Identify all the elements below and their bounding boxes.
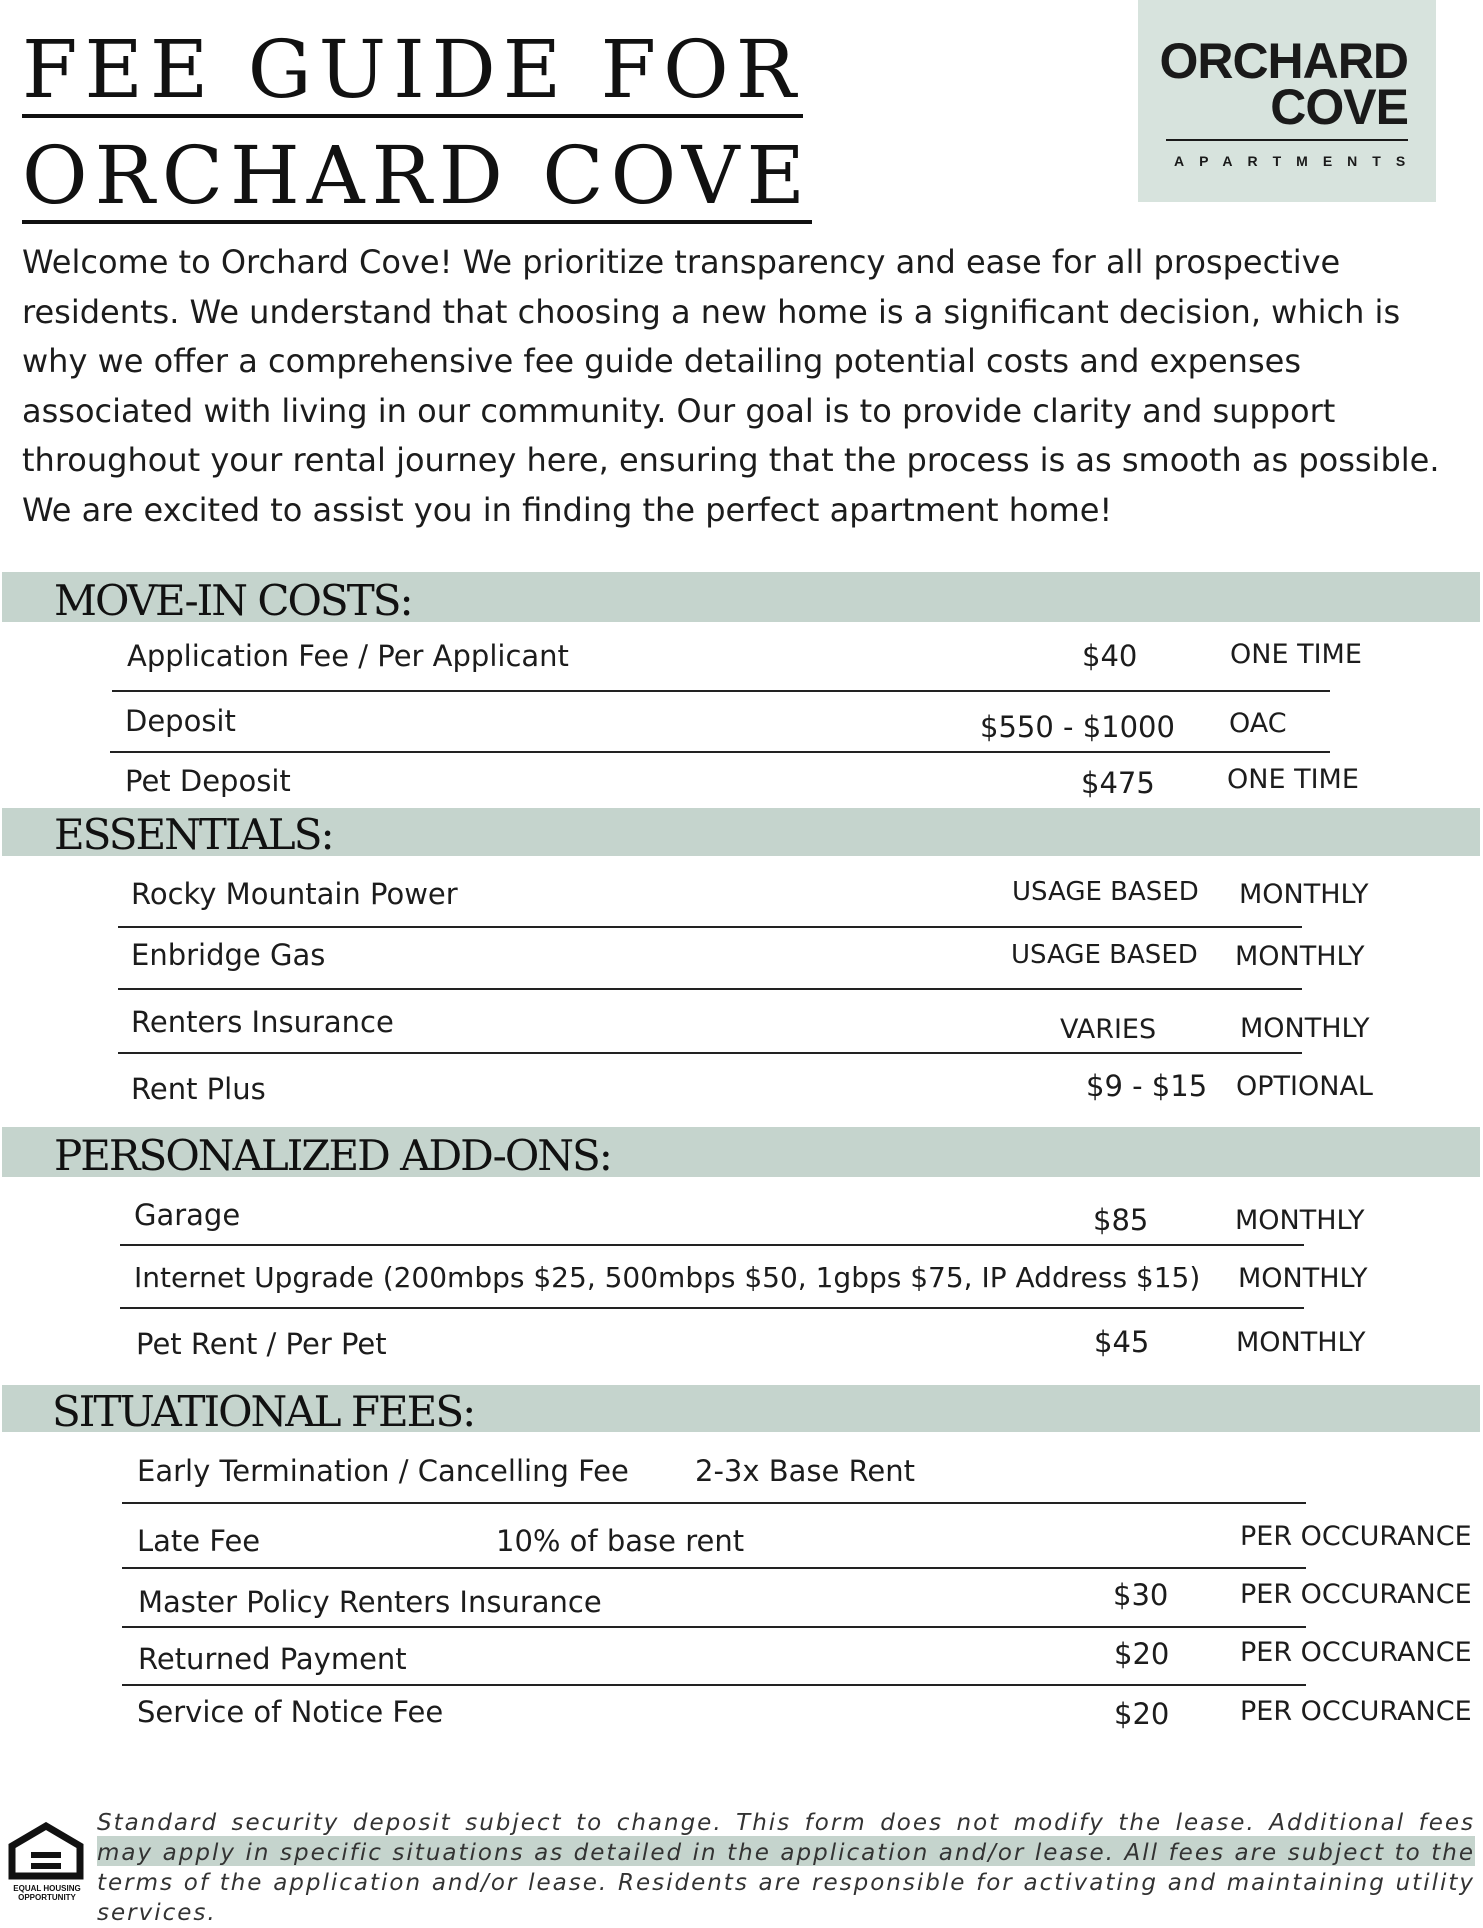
row-value: $475 [1081,766,1155,800]
equal-housing-logo [6,1822,86,1884]
row-value: 2-3x Base Rent [695,1454,916,1488]
row-divider [118,988,1302,990]
row-frequency: OAC [1229,708,1287,739]
row-divider [112,690,1330,692]
equal-housing-icon [6,1822,86,1880]
row-label: Late Fee [137,1524,261,1558]
page-title-line1: FEE GUIDE FOR [22,23,803,116]
row-divider [122,1502,1306,1504]
row-frequency: PER OCCURANCE [1240,1696,1472,1727]
row-divider [120,1307,1304,1309]
row-value: USAGE BASED [1012,877,1199,907]
row-value: $9 - $15 [1086,1069,1208,1103]
row-frequency: ONE TIME [1230,639,1362,670]
row-label: Renters Insurance [131,1005,394,1039]
row-label: Deposit [125,704,236,738]
row-value: $45 [1094,1325,1150,1359]
logo-line1: ORCHARD [1159,33,1408,89]
section-title: PERSONALIZED ADD-ONS: [54,1131,611,1180]
row-label: Garage [134,1198,241,1232]
row-label: Service of Notice Fee [137,1695,444,1729]
row-label: Rocky Mountain Power [131,877,458,911]
row-value: USAGE BASED [1011,940,1198,970]
section-header-move-in [2,572,1480,625]
row-frequency: PER OCCURANCE [1240,1637,1472,1668]
row-value: 10% of base rent [496,1524,745,1558]
section-header-essentials [2,808,1480,859]
logo-rule [1166,139,1408,141]
row-label: Pet Deposit [125,764,291,798]
row-label: Master Policy Renters Insurance [138,1585,602,1619]
section-title: SITUATIONAL FEES: [52,1387,475,1436]
row-label: Application Fee / Per Applicant [127,639,569,673]
row-divider [118,1052,1302,1054]
row-label: Returned Payment [138,1642,407,1676]
row-label: Pet Rent / Per Pet [136,1327,387,1361]
section-header-addons [2,1127,1480,1180]
row-label: Rent Plus [131,1072,266,1106]
row-divider [110,751,1330,753]
row-value: $85 [1093,1203,1149,1237]
row-frequency: ONE TIME [1227,764,1359,795]
row-divider [120,1244,1304,1246]
row-divider [122,1684,1306,1686]
section-title: MOVE-IN COSTS: [54,576,412,625]
row-value: $20 [1114,1637,1170,1671]
row-divider [118,926,1302,928]
row-value: $20 [1114,1697,1170,1731]
footer-disclaimer: Standard security deposit subject to change. This form does not modify the lease. Additional fees may apply in specific situations as detailed in the application and/or lease. All fees are subject to the terms of the application and/or lease. Residents are responsible for activating and maintaining utility services. [97,1810,1475,1926]
row-frequency: MONTHLY [1239,879,1369,910]
orchard-cove-logo [1138,0,1436,202]
row-frequency: MONTHLY [1236,1327,1366,1358]
row-frequency: PER OCCURANCE [1240,1521,1472,1552]
row-frequency: MONTHLY [1235,941,1365,972]
row-divider [122,1567,1306,1569]
logo-line3: APARTMENTS [1174,153,1421,169]
row-frequency: PER OCCURANCE [1240,1579,1472,1610]
row-value: $30 [1113,1578,1169,1612]
eho-caption-line2: OPPORTUNITY [18,1893,76,1902]
row-label: Early Termination / Cancelling Fee [137,1454,629,1488]
row-frequency: MONTHLY [1238,1263,1368,1294]
section-title: ESSENTIALS: [54,810,333,859]
section-header-situational [2,1385,1480,1436]
row-label: Internet Upgrade (200mbps $25, 500mbps $50, 1gbps $75, IP Address $15) [134,1261,1201,1294]
row-divider [122,1626,1306,1628]
row-frequency: MONTHLY [1235,1205,1365,1236]
eho-caption-line1: EQUAL HOUSING [13,1884,81,1893]
logo-line2: COVE [1270,79,1408,135]
row-value: $550 - $1000 [980,710,1175,744]
row-frequency: MONTHLY [1240,1013,1370,1044]
page-title-line2: ORCHARD COVE [22,129,812,222]
row-label: Enbridge Gas [131,938,326,972]
row-value: VARIES [1060,1014,1157,1045]
intro-paragraph: Welcome to Orchard Cove! We prioritize transparency and ease for all prospective residents. We understand that choosing a new home is a significant decision, which is why we offer a comprehensive fee guide detailing potential costs and expenses associated with living in our community. Our goal is to provide clarity and support throughout your rental journey here, ensuring that the process is as smooth as possible. We are excited to assist you in finding the perfect apartment home! [22,243,1440,529]
row-frequency: OPTIONAL [1236,1071,1373,1102]
row-value: $40 [1082,639,1138,673]
